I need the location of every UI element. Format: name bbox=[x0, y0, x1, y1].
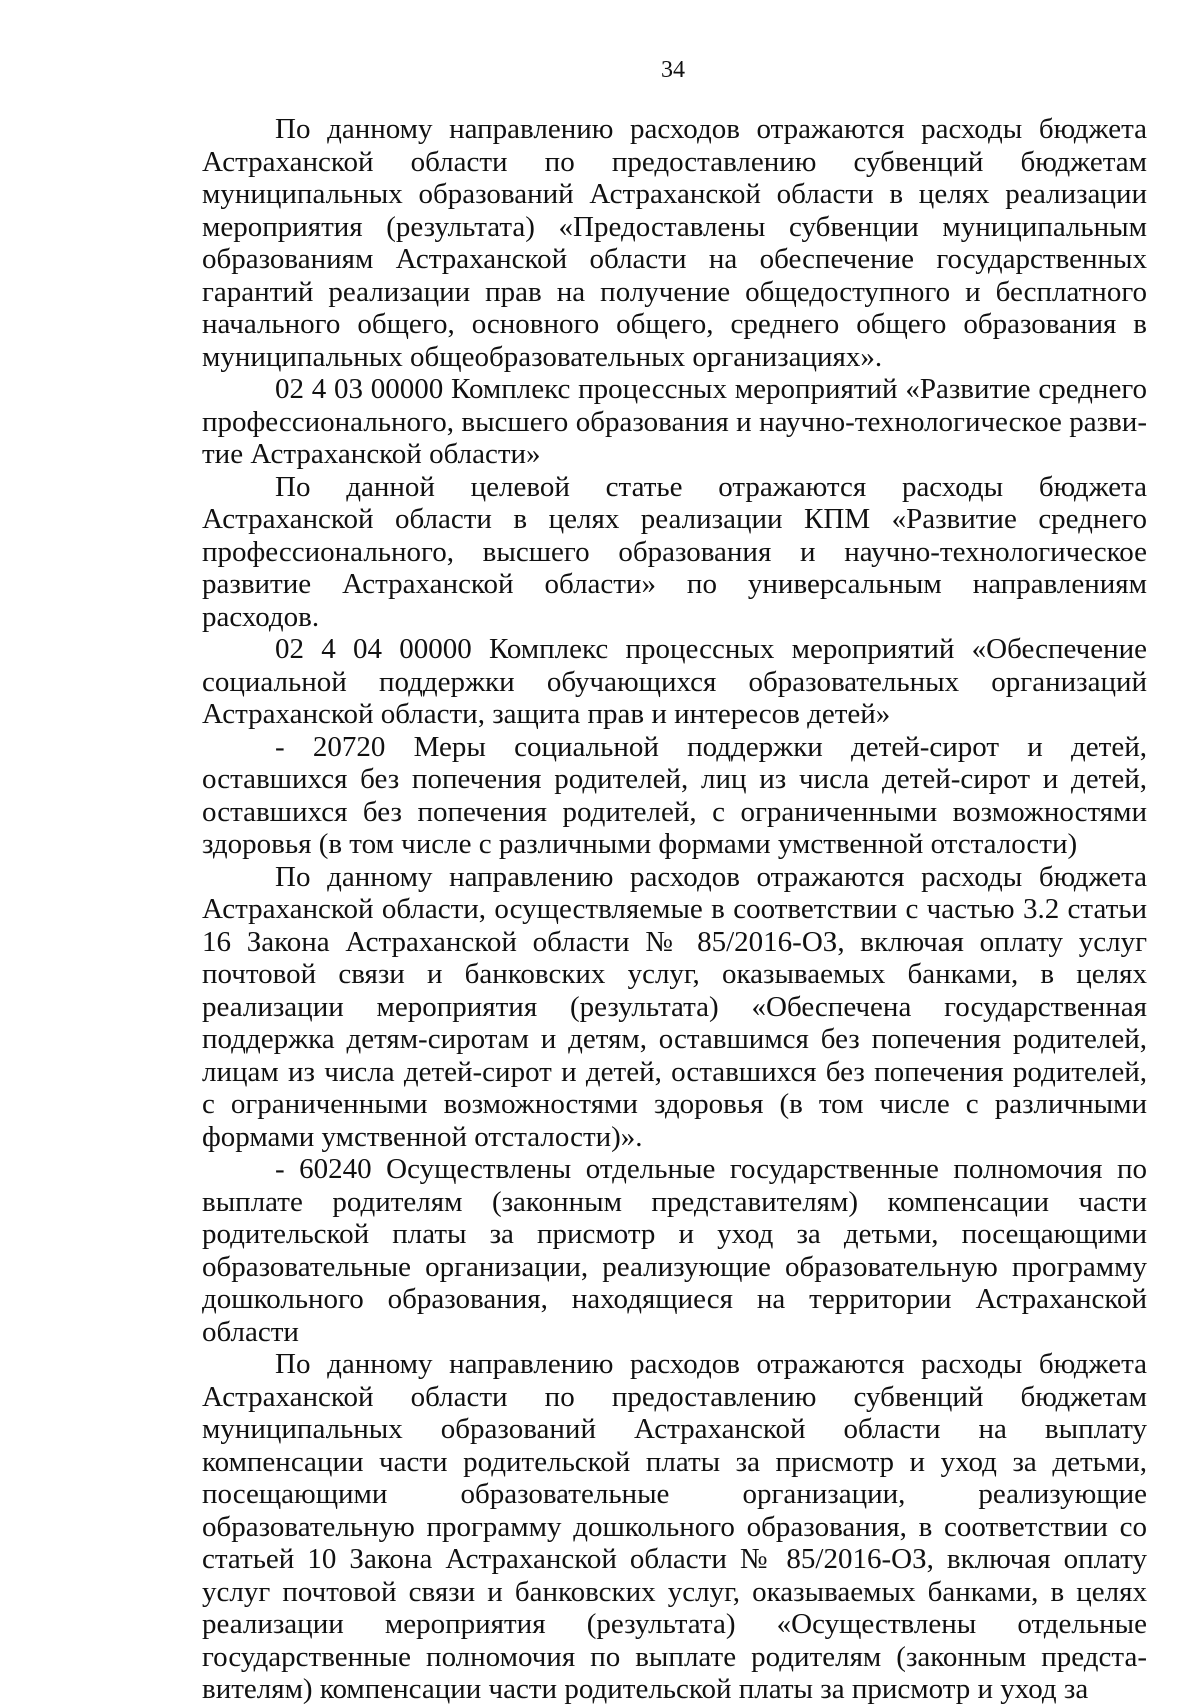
paragraph-7: - 60240 Осуществлены отдельные государственные полномочия по выплате родителям (законным представителям) компенсации части родительской платы за присмотр и уход за детьми, посещающими образовательные организации, реализующие образовательную программу дошкольного образования, находящиеся на территории Астраханской области bbox=[202, 1153, 1147, 1348]
paragraph-2: 02 4 03 00000 Комплекс процессных мероприятий «Развитие среднего профессионального, высшего образования и научно-технологическое развитие Астраханской области» bbox=[202, 373, 1147, 470]
page-number: 34 bbox=[661, 57, 685, 83]
paragraph-4: 02 4 04 00000 Комплекс процессных мероприятий «Обеспечение социальной поддержки обучающихся образовательных организаций Астраханской области, защита прав и интересов детей» bbox=[202, 633, 1147, 730]
paragraph-1: По данному направлению расходов отражаются расходы бюджета Астраханской области по предоставлению субвенций бюджетам муниципальных образований Астраханской области в целях реализации мероприятия (результата) «Предоставлены субвенции муниципальным образованиям Астраханской области на обеспечение государственных гарантий реализации прав на получение общедоступного и бесплатного начального общего, основного общего, среднего общего образования в муниципальных общеобразовательных организациях». bbox=[202, 113, 1147, 373]
paragraph-5: - 20720 Меры социальной поддержки детей-сирот и детей, оставшихся без попечения родителей, лиц из числа детей-сирот и детей, оставшихся без попечения родителей, с ограниченными возможностями здоровья (в том числе с различными формами умственной отсталости) bbox=[202, 730, 1147, 860]
body-text bbox=[202, 113, 1147, 1706]
paragraph-6: По данному направлению расходов отражаются расходы бюджета Астраханской области, осуществляемые в соответствии с частью 3.2 статьи 16 Закона Астраханской области № 85/2016-ОЗ, включая оплату услуг почтовой связи и банковских услуг, оказываемых банками, в целях реализации мероприятия (результата) «Обеспечена государственная поддержка детям-сиротам и детям, оставшимся без попечения родителей, лицам из числа детей-сирот и детей, оставшихся без попечения родителей, с ограниченными возможностями здоровья (в том числе с различными формами умственной отсталости)». bbox=[202, 860, 1147, 1153]
paragraph-8: По данному направлению расходов отражаются расходы бюджета Астраханской области по предоставлению субвенций бюджетам муниципальных образований Астраханской области на выплату компенсации части родительской платы за присмотр и уход за детьми, посещающими образовательные организации, реализующие образовательную программу дошкольного образования, в соответствии со статьей 10 Закона Астраханской области № 85/2016-ОЗ, включая оплату услуг почтовой связи и банковских услуг, оказываемых банками, в целях реализации мероприятия (результата) «Осуществлены отдельные государственные полномочия по выплате родителям (законным представителям) компенсации части родительской платы за присмотр и уход за bbox=[202, 1348, 1147, 1705]
paragraph-3: По данной целевой статье отражаются расходы бюджета Астраханской области в целях реализации КПМ «Развитие среднего профессионального, высшего образования и научно-технологическое развитие Астраханской области» по универсальным направлениям расходов. bbox=[202, 470, 1147, 633]
